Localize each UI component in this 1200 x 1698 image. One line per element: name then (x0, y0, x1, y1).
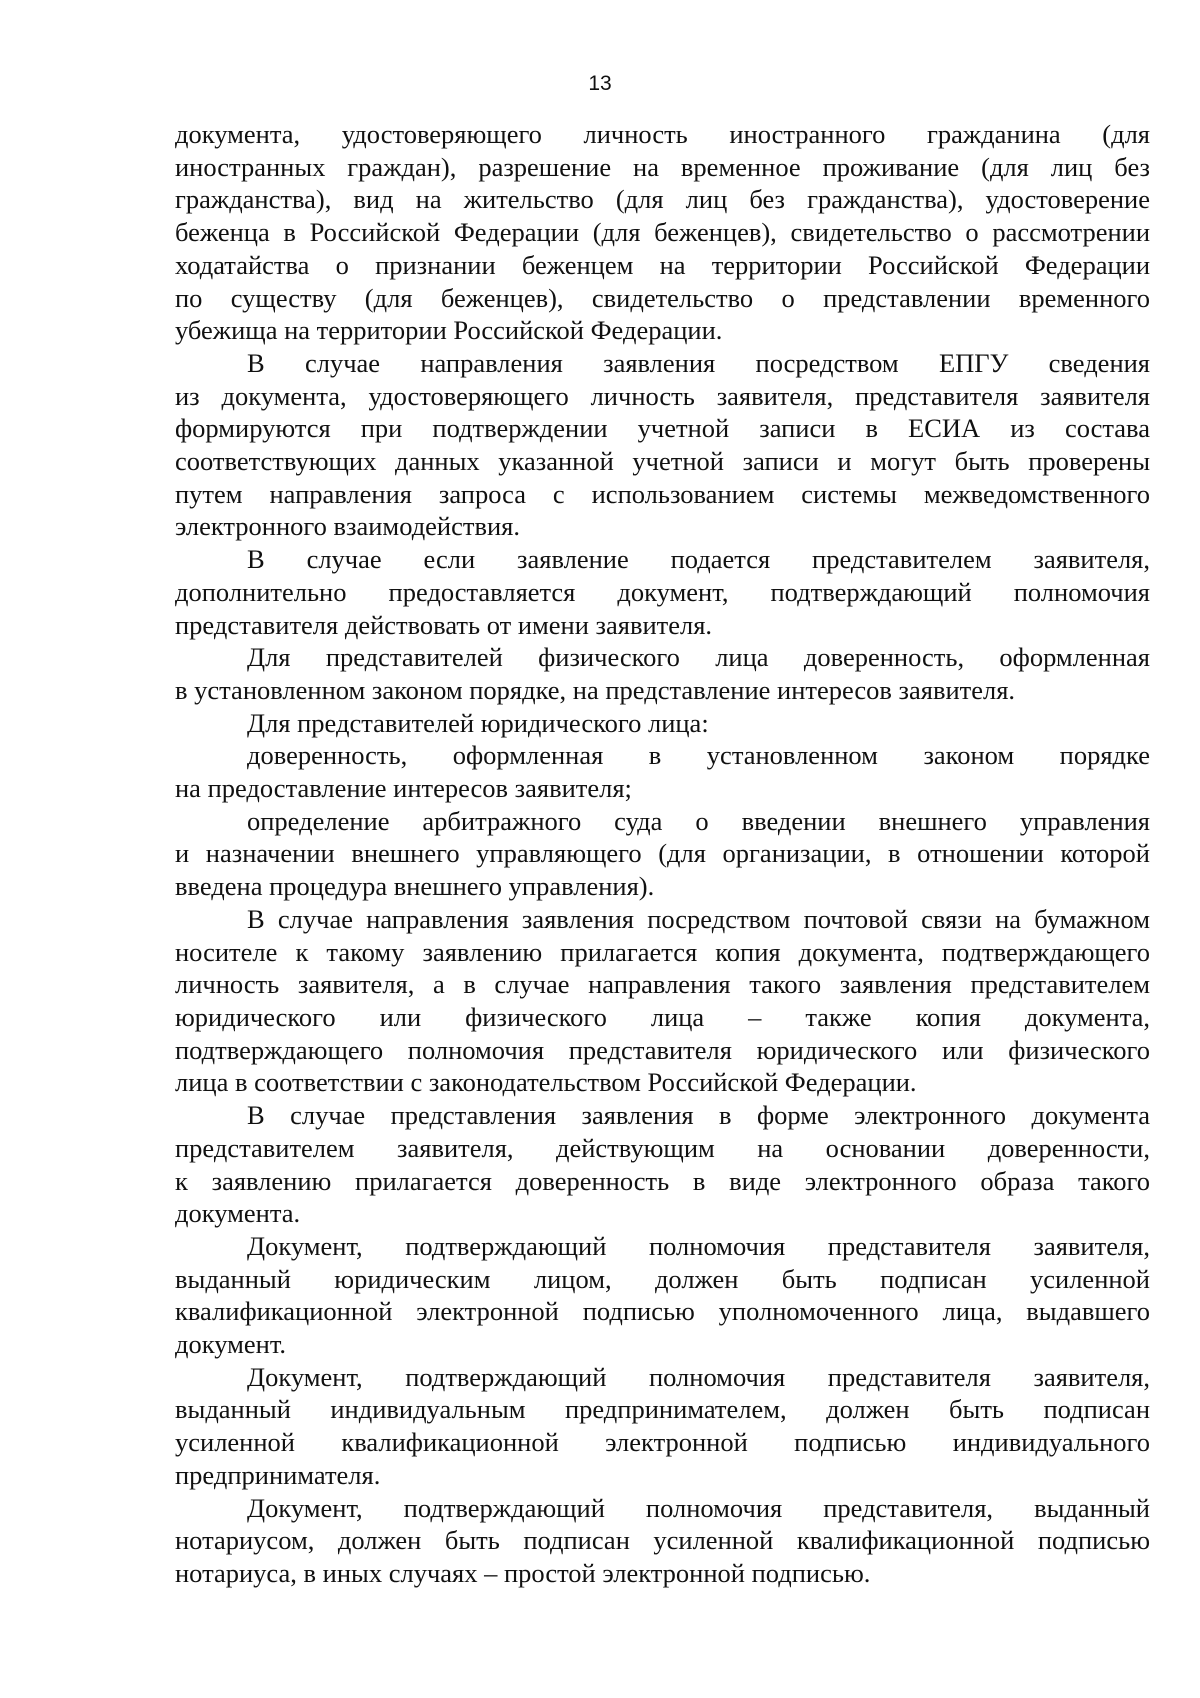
paragraph (175, 1361, 1150, 1492)
text-line: нотариуса, в иных случаях – простой электронной подписью. (175, 1557, 871, 1588)
text-line: гражданства), вид на жительство (для лиц без гражданства), удостоверение (175, 184, 1150, 215)
text-line: соответствующих данных указанной учетной записи и могут быть проверены (175, 446, 1150, 477)
text-line: документ. (175, 1329, 287, 1360)
text-line: выданный юридическим лицом, должен быть подписан усиленной (175, 1263, 1150, 1294)
paragraph (175, 805, 1150, 903)
text-line: выданный индивидуальным предпринимателем, должен быть подписан (175, 1394, 1150, 1425)
text-line: введена процедура внешнего управления). (175, 871, 655, 902)
text-line: Документ, подтверждающий полномочия представителя, выданный (247, 1492, 1150, 1523)
document-body (175, 118, 1150, 1590)
paragraph (175, 707, 1150, 740)
text-line: к заявлению прилагается доверенность в виде электронного образа такого (175, 1165, 1150, 1196)
text-line: предпринимателя. (175, 1459, 381, 1490)
text-line: документа. (175, 1198, 301, 1229)
paragraph (175, 641, 1150, 706)
text-line: на предоставление интересов заявителя; (175, 773, 632, 804)
text-line: формируются при подтверждении учетной записи в ЕСИА из состава (175, 413, 1150, 444)
text-line: квалификационной электронной подписью уполномоченного лица, выдавшего (175, 1296, 1150, 1327)
text-line: по существу (для беженцев), свидетельство о представлении временного (175, 282, 1150, 313)
text-line: в установленном законом порядке, на представление интересов заявителя. (175, 674, 1016, 705)
text-line: доверенность, оформленная в установленном законом порядке (247, 740, 1150, 771)
text-line: личность заявителя, а в случае направления такого заявления представителем (175, 969, 1150, 1000)
text-line: и назначении внешнего управляющего (для организации, в отношении которой (175, 838, 1150, 869)
text-line: В случае если заявление подается представителем заявителя, (247, 544, 1150, 575)
paragraph (175, 1492, 1150, 1590)
text-line: ходатайства о признании беженцем на территории Российской Федерации (175, 249, 1150, 280)
text-line: В случае направления заявления посредством ЕПГУ сведения (247, 347, 1150, 378)
paragraph (175, 1099, 1150, 1230)
text-line: юридического или физического лица – также копия документа, (175, 1001, 1150, 1032)
text-line: лица в соответствии с законодательством Российской Федерации. (175, 1067, 917, 1098)
text-line: иностранных граждан), разрешение на временное проживание (для лиц без (175, 151, 1150, 182)
text-line: усиленной квалификационной электронной подписью индивидуального (175, 1427, 1150, 1458)
text-line: убежища на территории Российской Федерации. (175, 315, 723, 346)
text-line: из документа, удостоверяющего личность заявителя, представителя заявителя (175, 380, 1150, 411)
text-line: Для представителей юридического лица: (247, 707, 709, 738)
text-line: нотариусом, должен быть подписан усиленной квалификационной подписью (175, 1525, 1150, 1556)
text-line: подтверждающего полномочия представителя юридического или физического (175, 1034, 1150, 1065)
text-line: Документ, подтверждающий полномочия представителя заявителя, (247, 1230, 1150, 1261)
text-line: электронного взаимодействия. (175, 511, 520, 542)
paragraph (175, 543, 1150, 641)
text-line: Документ, подтверждающий полномочия представителя заявителя, (247, 1361, 1150, 1392)
text-line: представителя действовать от имени заявителя. (175, 609, 713, 640)
text-line: путем направления запроса с использованием системы межведомственного (175, 478, 1150, 509)
text-line: дополнительно предоставляется документ, подтверждающий полномочия (175, 576, 1150, 607)
text-line: документа, удостоверяющего личность иностранного гражданина (для (175, 119, 1150, 149)
text-line: В случае представления заявления в форме электронного документа (247, 1100, 1150, 1131)
paragraph (175, 347, 1150, 543)
text-line: носителе к такому заявлению прилагается копия документа, подтверждающего (175, 936, 1150, 967)
text-line: определение арбитражного суда о введении внешнего управления (247, 805, 1150, 836)
text-line: беженца в Российской Федерации (для беженцев), свидетельство о рассмотрении (175, 217, 1150, 248)
text-line: представителем заявителя, действующим на основании доверенности, (175, 1132, 1150, 1163)
page-number: 13 (588, 72, 612, 95)
paragraph (175, 1230, 1150, 1361)
paragraph (175, 739, 1150, 804)
text-line: Для представителей физического лица доверенность, оформленная (247, 642, 1150, 673)
paragraph (175, 903, 1150, 1099)
text-line: В случае направления заявления посредством почтовой связи на бумажном (247, 903, 1150, 934)
paragraph (175, 118, 1150, 347)
